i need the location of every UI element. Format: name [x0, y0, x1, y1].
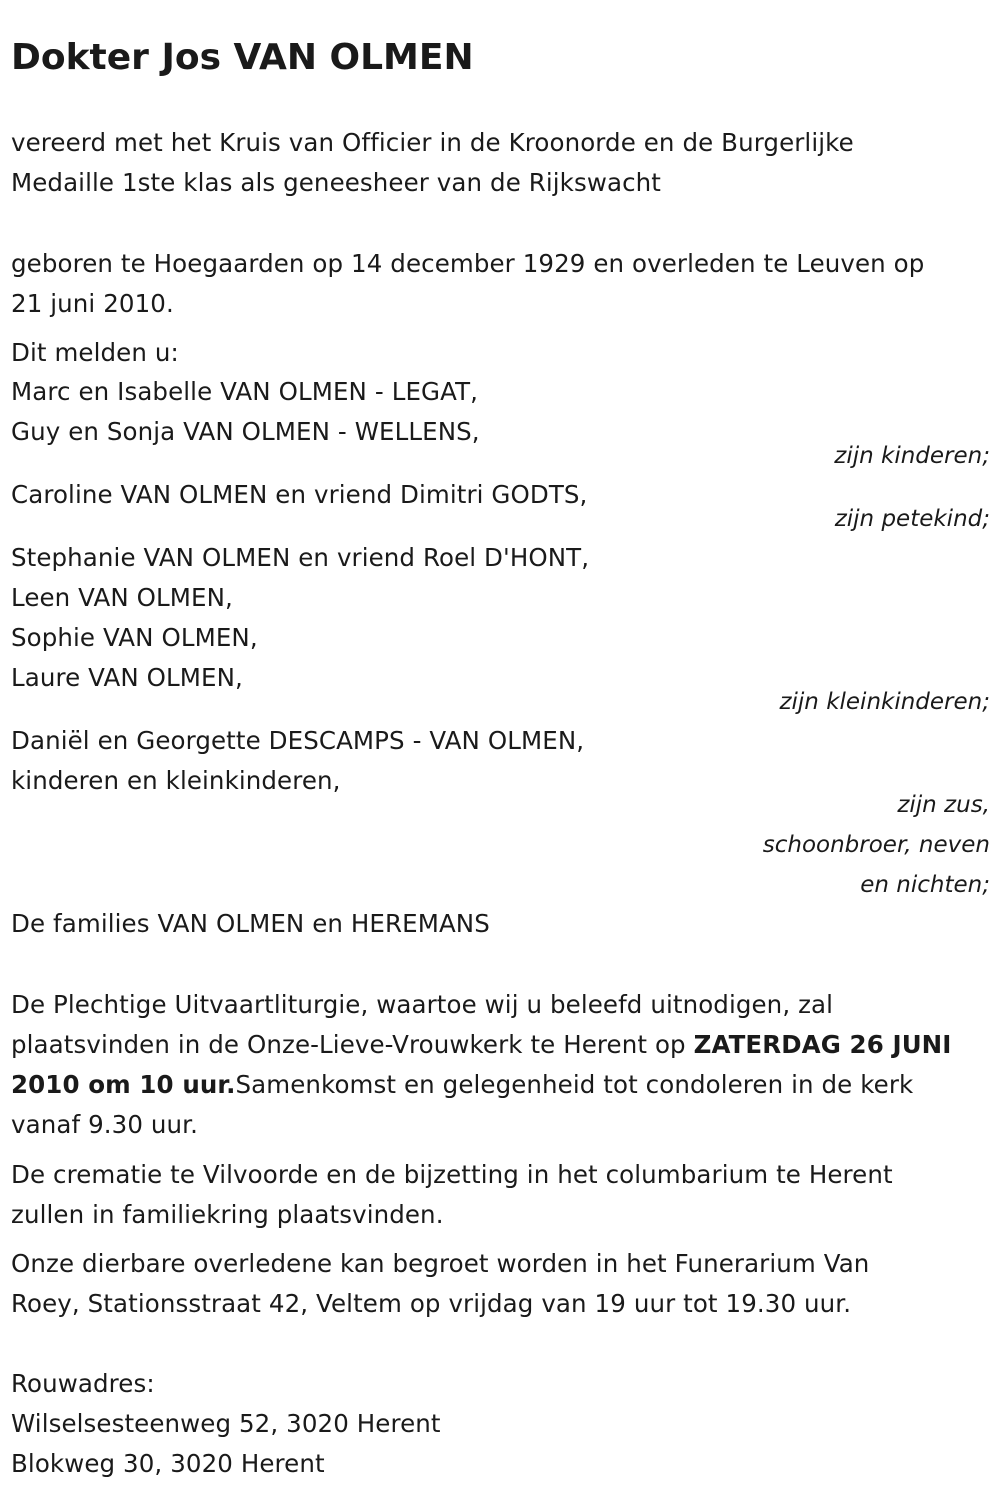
- funeral-time-bold: 2010 om 10 uur.: [11, 1070, 236, 1099]
- honours-line-1: vereerd met het Kruis van Officier in de Kroonorde en de Burgerlijke: [11, 128, 854, 157]
- funeral-line-2: [11, 1030, 952, 1060]
- cremation-line-2: zullen in familiekring plaatsvinden.: [11, 1200, 444, 1229]
- sister-role-line: zijn zus,: [897, 792, 990, 818]
- families-line: De families VAN OLMEN en HEREMANS: [11, 909, 490, 938]
- condolence-text: Samenkomst en gelegenheid tot condoleren in de kerk: [235, 1070, 914, 1099]
- grandchildren-role: zijn kleinkinderen;: [779, 689, 990, 715]
- child-entry: Marc en Isabelle VAN OLMEN - LEGAT,: [11, 377, 479, 406]
- sister-role-line: en nichten;: [860, 872, 990, 898]
- sister-entry: kinderen en kleinkinderen,: [11, 766, 341, 795]
- grandchild-entry: Leen VAN OLMEN,: [11, 583, 233, 612]
- honours-line-2: Medaille 1ste klas als geneesheer van de Rijkswacht: [11, 168, 661, 197]
- viewing-line-1: Onze dierbare overledene kan begroet worden in het Funerarium Van: [11, 1249, 870, 1278]
- grandchild-entry: Sophie VAN OLMEN,: [11, 623, 258, 652]
- funeral-date-bold: ZATERDAG 26 JUNI: [693, 1030, 952, 1059]
- birth-death-line-2: 21 juni 2010.: [11, 289, 174, 318]
- sister-entry: Daniël en Georgette DESCAMPS - VAN OLMEN,: [11, 726, 585, 755]
- funeral-line-4: vanaf 9.30 uur.: [11, 1110, 198, 1139]
- funeral-line-1: De Plechtige Uitvaartliturgie, waartoe wij u beleefd uitnodigen, zal: [11, 990, 834, 1019]
- grandchild-entry: Stephanie VAN OLMEN en vriend Roel D'HONT,: [11, 543, 590, 572]
- children-role: zijn kinderen;: [834, 443, 990, 469]
- sister-role-line: schoonbroer, neven: [762, 832, 990, 858]
- announcers-intro: Dit melden u:: [11, 338, 179, 367]
- funeral-location-text: plaatsvinden in de Onze-Lieve-Vrouwkerk te Herent op: [11, 1030, 694, 1059]
- funeral-line-3: [11, 1070, 913, 1100]
- child-entry: Guy en Sonja VAN OLMEN - WELLENS,: [11, 417, 480, 446]
- deceased-name-heading: Dokter Jos VAN OLMEN: [11, 37, 474, 78]
- birth-death-line-1: geboren te Hoegaarden op 14 december 1929 en overleden te Leuven op: [11, 249, 925, 278]
- mourning-address: Blokweg 30, 3020 Herent: [11, 1449, 325, 1478]
- cremation-line-1: De crematie te Vilvoorde en de bijzetting in het columbarium te Herent: [11, 1160, 893, 1189]
- godchild-entry: Caroline VAN OLMEN en vriend Dimitri GODTS,: [11, 480, 588, 509]
- mourning-address: Wilselsesteenweg 52, 3020 Herent: [11, 1409, 441, 1438]
- godchild-role: zijn petekind;: [834, 506, 990, 532]
- mourning-address-label: Rouwadres:: [11, 1369, 155, 1398]
- viewing-line-2: Roey, Stationsstraat 42, Veltem op vrijdag van 19 uur tot 19.30 uur.: [11, 1289, 852, 1318]
- grandchild-entry: Laure VAN OLMEN,: [11, 663, 243, 692]
